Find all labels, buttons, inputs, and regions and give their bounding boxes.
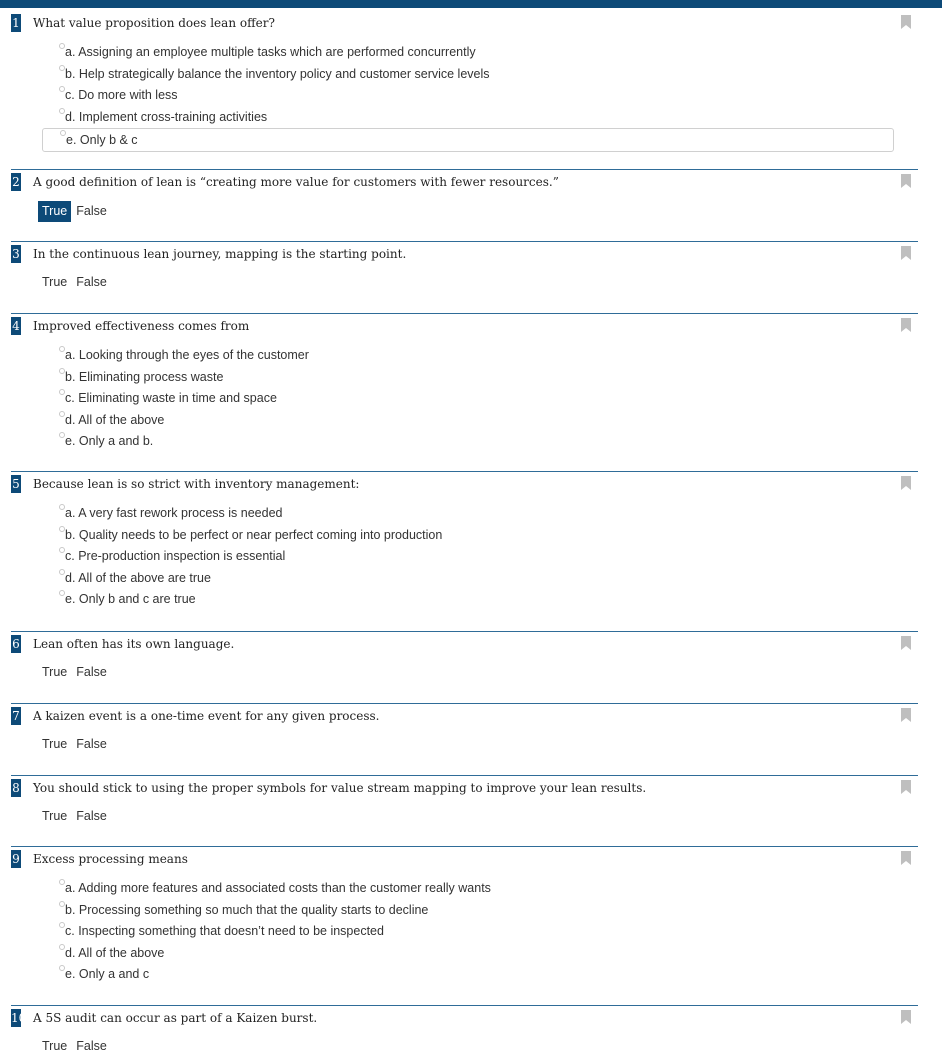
- true-option[interactable]: True: [42, 665, 68, 679]
- question-text: A good definition of lean is “creating more value for customers with fewer resources.”: [33, 175, 559, 189]
- options-list: [59, 42, 894, 152]
- option-d[interactable]: [59, 943, 491, 965]
- option-label: a. A very fast rework process is needed: [65, 506, 283, 520]
- option-e[interactable]: [59, 431, 309, 453]
- true-false-options: [38, 806, 112, 827]
- question-number: 2: [12, 175, 20, 189]
- true-option[interactable]: True: [42, 809, 68, 823]
- radio-button[interactable]: [59, 504, 65, 510]
- option-d[interactable]: [59, 410, 309, 432]
- option-d[interactable]: [59, 568, 442, 590]
- question-text: What value proposition does lean offer?: [33, 16, 275, 30]
- question-text: Because lean is so strict with inventory management:: [33, 477, 360, 491]
- true-false-options: [38, 734, 112, 755]
- question-number: 5: [12, 477, 20, 491]
- question-number: 3: [12, 247, 20, 261]
- divider: [11, 313, 918, 314]
- bookmark-icon[interactable]: [900, 636, 912, 650]
- true-false-options: [38, 272, 112, 293]
- bookmark-icon[interactable]: [900, 15, 912, 29]
- option-label: c. Eliminating waste in time and space: [65, 391, 277, 406]
- false-option[interactable]: False: [76, 665, 107, 679]
- question-text: Lean often has its own language.: [33, 637, 235, 651]
- bookmark-icon[interactable]: [900, 780, 912, 794]
- divider: [11, 703, 918, 704]
- radio-button[interactable]: [59, 108, 65, 114]
- bookmark-icon[interactable]: [900, 318, 912, 332]
- question-text: A kaizen event is a one-time event for any given process.: [33, 709, 380, 723]
- question-text: Improved effectiveness comes from: [33, 319, 250, 333]
- bookmark-icon[interactable]: [900, 174, 912, 188]
- radio-button[interactable]: [59, 43, 65, 49]
- question-number: 6: [12, 637, 20, 651]
- divider: [11, 631, 918, 632]
- question-number: 8: [12, 781, 20, 795]
- false-option[interactable]: False: [76, 1039, 107, 1053]
- option-e[interactable]: [59, 964, 491, 986]
- true-false-options: [38, 662, 112, 683]
- option-label: b. Processing something so much that the quality starts to decline: [65, 902, 429, 917]
- false-option[interactable]: False: [76, 737, 107, 751]
- option-label: d. All of the above are true: [65, 570, 211, 585]
- divider: [11, 775, 918, 776]
- option-c[interactable]: [59, 388, 309, 410]
- option-label: a. Adding more features and associated costs than the customer really wants: [65, 881, 491, 895]
- option-d[interactable]: [59, 107, 894, 129]
- option-label: e. Only b & c: [66, 133, 138, 148]
- option-label: e. Only a and c: [65, 967, 150, 982]
- option-label: e. Only a and b.: [65, 434, 154, 449]
- radio-button[interactable]: [59, 526, 65, 532]
- radio-button[interactable]: [59, 879, 65, 885]
- true-option[interactable]: True: [38, 201, 71, 222]
- bookmark-icon[interactable]: [900, 1010, 912, 1024]
- option-label: a. Assigning an employee multiple tasks which are performed concurrently: [65, 45, 476, 59]
- option-label: a. Looking through the eyes of the customer: [65, 348, 309, 362]
- option-e[interactable]: [59, 589, 442, 611]
- option-label: c. Inspecting something that doesn’t need to be inspected: [65, 924, 384, 939]
- option-e[interactable]: [42, 128, 894, 152]
- option-label: d. All of the above: [65, 412, 165, 427]
- option-label: d. All of the above: [65, 945, 165, 960]
- option-b[interactable]: [59, 367, 309, 389]
- divider: [11, 1005, 918, 1006]
- option-a[interactable]: [59, 878, 491, 900]
- question-number: 4: [12, 319, 20, 333]
- bookmark-icon[interactable]: [900, 708, 912, 722]
- true-option[interactable]: True: [42, 1039, 68, 1053]
- radio-button[interactable]: [59, 65, 65, 71]
- true-false-options: [38, 1036, 112, 1057]
- true-option[interactable]: True: [42, 275, 68, 289]
- option-b[interactable]: [59, 900, 491, 922]
- true-option[interactable]: True: [42, 737, 68, 751]
- question-text: You should stick to using the proper symbols for value stream mapping to improve your lean results.: [33, 781, 647, 795]
- option-a[interactable]: [59, 345, 309, 367]
- option-a[interactable]: [59, 503, 442, 525]
- question-text: In the continuous lean journey, mapping is the starting point.: [33, 247, 407, 261]
- option-a[interactable]: [59, 42, 894, 64]
- question-text: Excess processing means: [33, 852, 188, 866]
- option-c[interactable]: [59, 921, 491, 943]
- divider: [11, 471, 918, 472]
- bookmark-icon[interactable]: [900, 851, 912, 865]
- radio-button[interactable]: [59, 901, 65, 907]
- false-option[interactable]: False: [76, 275, 107, 289]
- options-list: [59, 345, 309, 453]
- option-label: c. Do more with less: [65, 88, 178, 103]
- false-option[interactable]: False: [76, 204, 107, 218]
- radio-button[interactable]: [59, 346, 65, 352]
- question-number: 7: [12, 709, 20, 723]
- options-list: [59, 503, 442, 611]
- divider: [11, 169, 918, 170]
- option-b[interactable]: [59, 64, 894, 86]
- true-false-options: [38, 201, 112, 222]
- option-label: d. Implement cross-training activities: [65, 109, 268, 124]
- question-number: 10: [11, 1011, 27, 1025]
- question-text: A 5S audit can occur as part of a Kaizen burst.: [33, 1011, 318, 1025]
- option-c[interactable]: [59, 546, 442, 568]
- options-list: [59, 878, 491, 986]
- bookmark-icon[interactable]: [900, 246, 912, 260]
- option-label: b. Help strategically balance the inventory policy and customer service levels: [65, 66, 490, 81]
- bookmark-icon[interactable]: [900, 476, 912, 490]
- option-c[interactable]: [59, 85, 894, 107]
- radio-button[interactable]: [59, 411, 65, 417]
- false-option[interactable]: False: [76, 809, 107, 823]
- radio-button[interactable]: [59, 368, 65, 374]
- option-label: e. Only b and c are true: [65, 592, 196, 607]
- option-label: c. Pre-production inspection is essential: [65, 549, 286, 564]
- divider: [11, 846, 918, 847]
- question-number: 9: [12, 852, 20, 866]
- question-number: 1: [12, 16, 20, 30]
- radio-button[interactable]: [59, 569, 65, 575]
- option-label: b. Quality needs to be perfect or near perfect coming into production: [65, 527, 443, 542]
- top-bar: [0, 0, 942, 8]
- radio-button[interactable]: [59, 944, 65, 950]
- option-label: b. Eliminating process waste: [65, 369, 224, 384]
- divider: [11, 241, 918, 242]
- option-b[interactable]: [59, 525, 442, 547]
